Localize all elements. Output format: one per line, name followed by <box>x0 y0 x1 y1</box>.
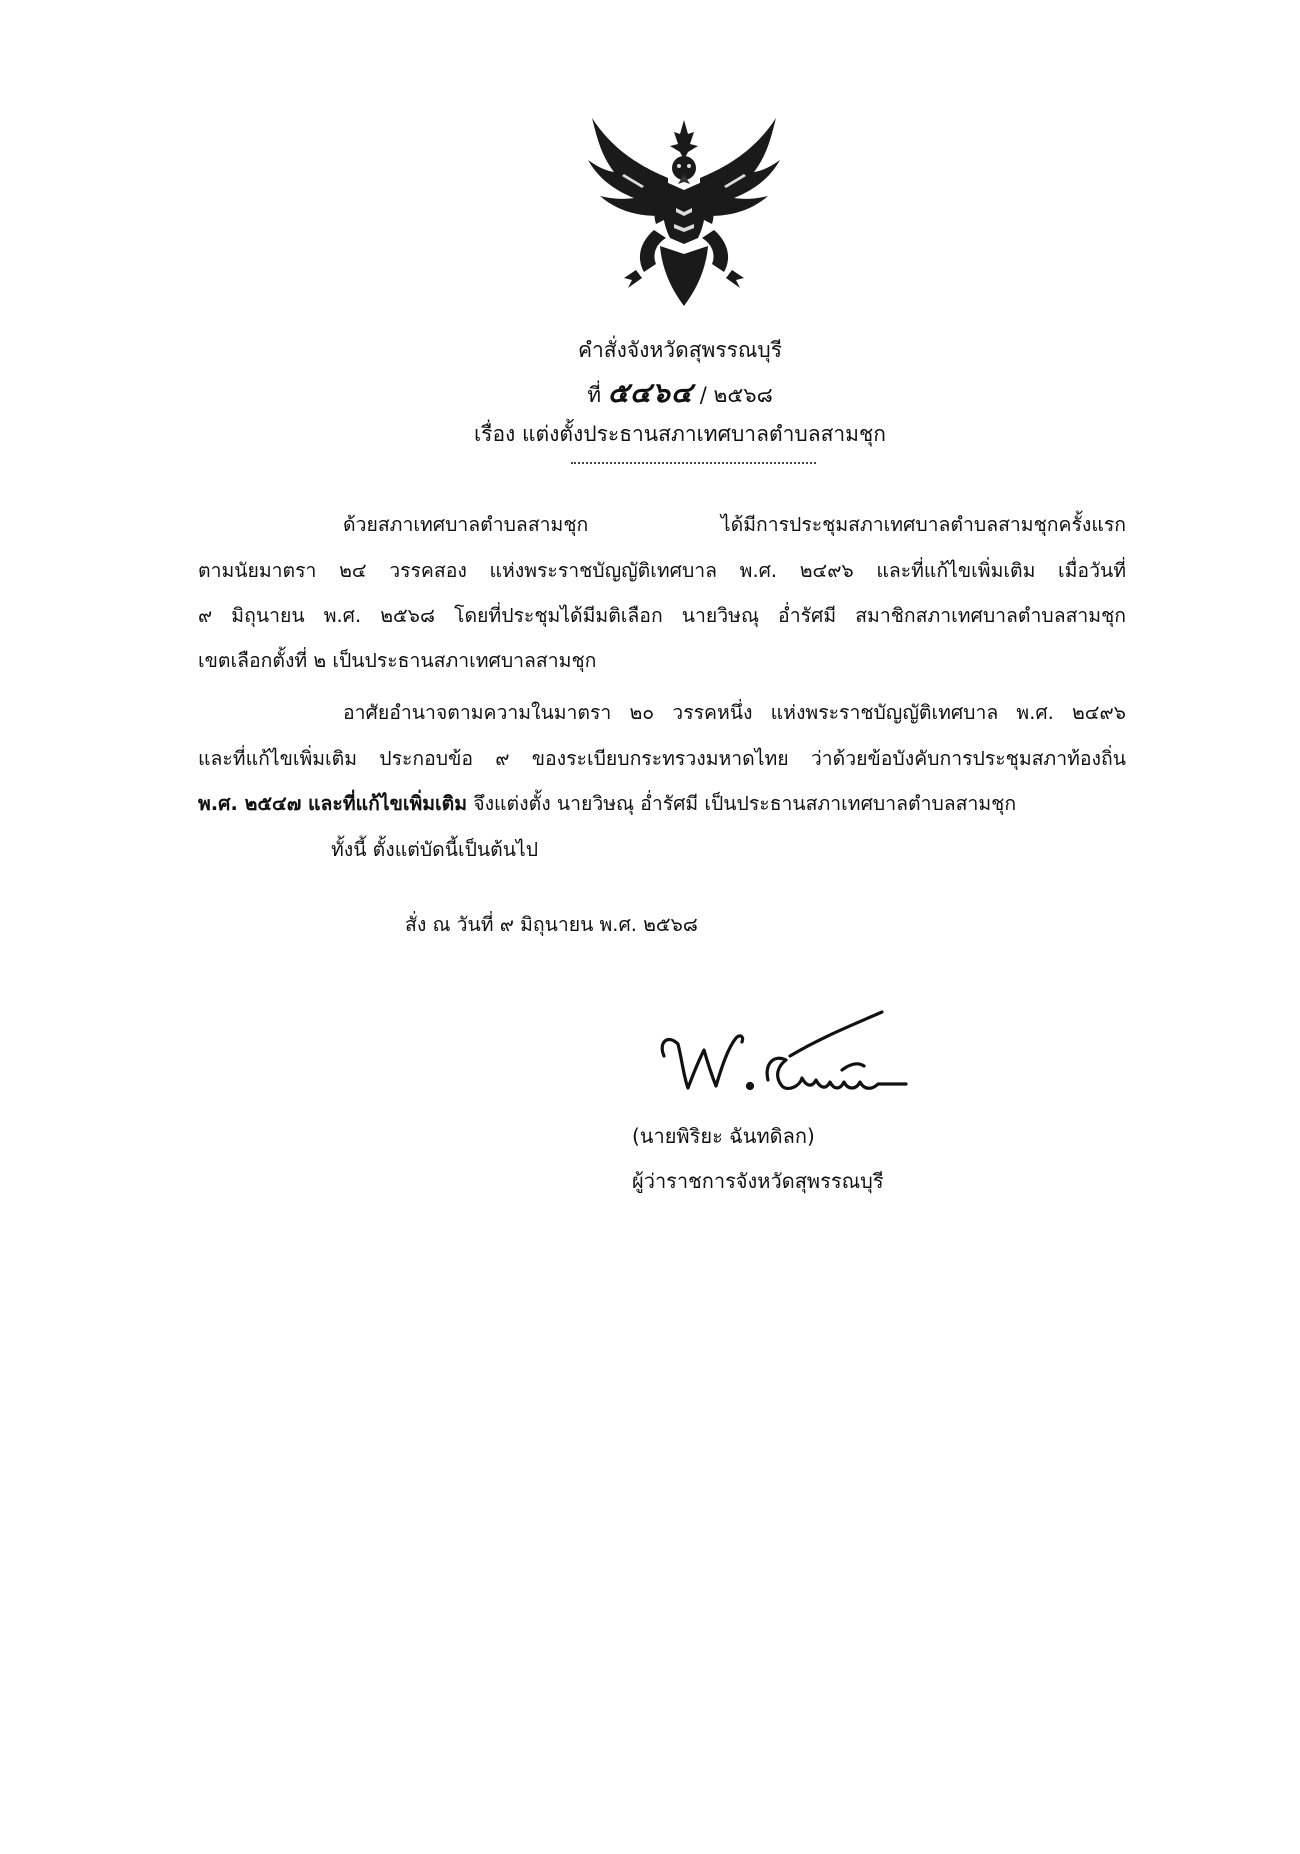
order-date: สั่ง ณ วันที่ ๙ มิถุนายน พ.ศ. ๒๕๖๘ <box>405 913 698 936</box>
order-title: คำสั่งจังหวัดสุพรรณบุรี <box>577 338 783 362</box>
paragraph-2-line-2: และที่แก้ไขเพิ่มเติม ประกอบข้อ ๙ ของระเบียบกระทรวงมหาดไทย ว่าด้วยข้อบังคับการประชุมสภาท้องถิ่น <box>198 747 1126 770</box>
dotted-divider <box>571 462 816 464</box>
paragraph-2-line-3-bold: พ.ศ. ๒๕๔๗ และที่แก้ไขเพิ่มเติม <box>198 792 468 815</box>
paragraph-2-line-3 <box>198 789 1016 819</box>
signer-name: (นายพิริยะ ฉันทดิลก) <box>632 1124 815 1148</box>
paragraph-1-line-2: ตามนัยมาตรา ๒๔ วรรคสอง แห่งพระราชบัญญัติเทศบาล พ.ศ. ๒๔๙๖ และที่แก้ไขเพิ่มเติม เมื่อวันที่ <box>198 559 1126 582</box>
order-number-prefix: ที่ <box>587 383 602 407</box>
garuda-emblem <box>584 112 784 312</box>
paragraph-2-line-1: อาศัยอำนาจตามความในมาตรา ๒๐ วรรคหนึ่ง แห่งพระราชบัญญัติเทศบาล พ.ศ. ๒๔๙๖ <box>343 701 1126 724</box>
paragraph-2-line-3-rest: จึงแต่งตั้ง นายวิษณุ อ่ำรัศมี เป็นประธานสภาเทศบาลตำบลสามชุก <box>467 792 1017 815</box>
order-number <box>300 378 1060 410</box>
order-number-year: / ๒๕๖๘ <box>699 383 773 407</box>
effective-clause: ทั้งนี้ ตั้งแต่บัดนี้เป็นต้นไป <box>331 838 539 861</box>
order-subject: เรื่อง แต่งตั้งประธานสภาเทศบาลตำบลสามชุก <box>473 422 886 446</box>
handwritten-signature <box>650 1002 920 1112</box>
paragraph-1-line-3: ๙ มิถุนายน พ.ศ. ๒๕๖๘ โดยที่ประชุมได้มีมติเลือก นายวิษณุ อ่ำรัศมี สมาชิกสภาเทศบาลตำบลสามชุก <box>198 604 1126 627</box>
paragraph-1-line-4: เขตเลือกตั้งที่ ๒ เป็นประธานสภาเทศบาลสามชุก <box>198 649 597 672</box>
signer-position: ผู้ว่าราชการจังหวัดสุพรรณบุรี <box>632 1169 884 1193</box>
order-number-handwritten: ๕๔๖๔ <box>607 376 694 409</box>
paragraph-1-line-1: ด้วยสภาเทศบาลตำบลสามชุก ได้มีการประชุมสภาเทศบาลตำบลสามชุกครั้งแรก <box>343 513 1126 536</box>
